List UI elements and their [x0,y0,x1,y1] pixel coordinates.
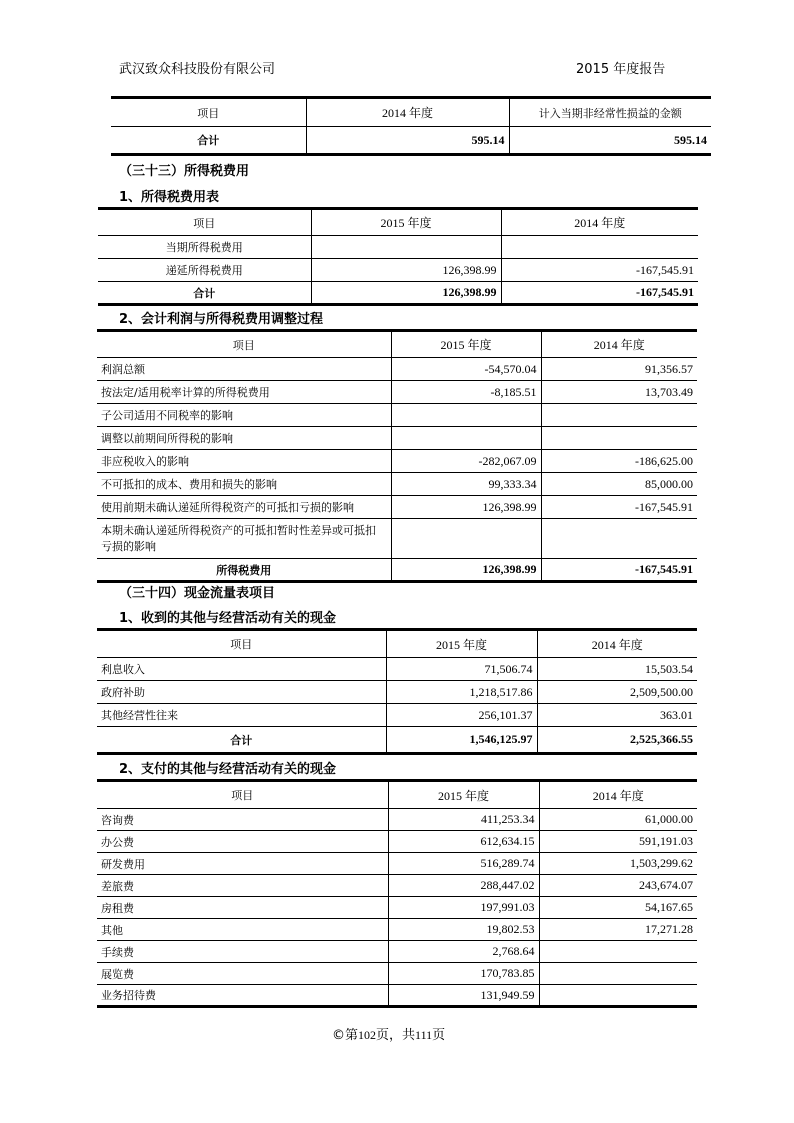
total-value: 595.14 [509,127,711,155]
table-row [98,259,698,282]
section-33-title: （三十三）所得税费用 [119,164,250,179]
value-2014: -186,625.00 [541,450,697,473]
table-header-row [97,781,697,809]
footer-middle: 页，共 [376,1028,416,1043]
footer-suffix: 页 [432,1028,446,1043]
table-row [97,963,697,985]
column-header: 2015 年度 [391,331,541,358]
table-row [97,381,697,404]
row-label: 房租费 [97,897,388,919]
value-2015: 19,802.53 [388,919,539,941]
row-label: 研发费用 [97,853,388,875]
footer-prefix: ©第 [332,1028,359,1043]
value-2015: 256,101.37 [386,704,537,727]
value-2015: 2,768.64 [388,941,539,963]
row-label: 其他经营性往来 [97,704,386,727]
value-2014: 15,503.54 [537,658,697,681]
total-label: 合计 [98,282,311,305]
table-row [97,519,697,559]
section-34-sub2-title: 2、支付的其他与经营活动有关的现金 [119,762,337,777]
value-2014 [541,404,697,427]
table-row [97,875,697,897]
row-label: 当期所得税费用 [98,236,311,259]
value-2014 [541,427,697,450]
total-value-2015: 1,546,125.97 [386,727,537,754]
row-label: 政府补助 [97,681,386,704]
table-row [97,985,697,1007]
value-2015: 170,783.85 [388,963,539,985]
value-2015: 99,333.34 [391,473,541,496]
value-2014: -167,545.91 [501,259,698,282]
table-total-row [97,727,697,754]
table-total-row [111,127,711,155]
value-2015: 131,949.59 [388,985,539,1007]
table-row [97,427,697,450]
table-row [98,236,698,259]
row-label: 非应税收入的影响 [97,450,391,473]
row-label: 利息收入 [97,658,386,681]
value-2014: 1,503,299.62 [539,853,697,875]
current-page-number: 102 [358,1028,377,1042]
column-header: 2014 年度 [541,331,697,358]
row-label: 不可抵扣的成本、费用和损失的影响 [97,473,391,496]
column-header: 项目 [231,789,254,802]
value-2014 [541,519,697,559]
table-row [97,919,697,941]
total-label: 所得税费用 [97,559,391,582]
table-row [97,658,697,681]
table-row [97,831,697,853]
total-value-2014: 2,525,366.55 [537,727,697,754]
row-label: 调整以前期间所得税的影响 [97,427,391,450]
value-2015 [391,519,541,559]
value-2014: 54,167.65 [539,897,697,919]
column-header: 计入当期非经常性损益的金额 [509,98,711,127]
value-2014: 591,191.03 [539,831,697,853]
table-row [97,853,697,875]
table-header-row [97,331,697,358]
value-2015: 126,398.99 [391,496,541,519]
row-label: 其他 [97,919,388,941]
value-2015: 71,506.74 [386,658,537,681]
value-2014: 13,703.49 [541,381,697,404]
value-2014 [539,941,697,963]
income-tax-table [98,207,698,306]
column-header: 2015 年度 [388,781,539,809]
table-row [97,473,697,496]
cash-received-table [97,628,697,755]
table-row [97,704,697,727]
table-header-row [98,209,698,236]
column-header: 2014 年度 [306,98,509,127]
nonrecurring-table [111,96,711,156]
value-2015: 1,218,517.86 [386,681,537,704]
report-title: 2015 年度报告 [576,62,666,77]
section-33-sub2-title: 2、会计利润与所得税费用调整过程 [119,312,324,327]
table-row [97,941,697,963]
value-2015: 516,289.74 [388,853,539,875]
column-header: 2015 年度 [311,209,501,236]
row-label: 使用前期未确认递延所得税资产的可抵扣亏损的影响 [97,496,391,519]
total-label: 合计 [97,727,386,754]
total-value-2014: -167,545.91 [501,282,698,305]
tax-reconciliation-table [97,329,697,583]
row-label: 展览费 [97,963,388,985]
column-header: 项目 [232,338,255,352]
column-header: 项目 [230,638,253,651]
column-header: 2015 年度 [386,630,537,658]
value-2015 [391,404,541,427]
row-label: 利润总额 [97,358,391,381]
column-header: 2014 年度 [537,630,697,658]
section-33-sub1-title: 1、所得税费用表 [119,190,220,205]
column-header: 项目 [197,106,220,120]
value-2015: 411,253.34 [388,809,539,831]
table-header-row [111,98,711,127]
table-header-row [97,630,697,658]
value-2015: 288,447.02 [388,875,539,897]
table-row [97,897,697,919]
column-header: 项目 [193,216,216,230]
row-label: 办公费 [97,831,388,853]
value-2014: 91,356.57 [541,358,697,381]
value-2015 [311,236,501,259]
table-row [97,681,697,704]
row-label: 按法定/适用税率计算的所得税费用 [97,381,391,404]
row-label: 差旅费 [97,875,388,897]
value-2015: 612,634.15 [388,831,539,853]
row-label: 子公司适用不同税率的影响 [97,404,391,427]
value-2014 [539,985,697,1007]
total-value: 595.14 [306,127,509,155]
table-row [97,809,697,831]
value-2015: 197,991.03 [388,897,539,919]
column-header: 2014 年度 [501,209,698,236]
row-label: 本期未确认递延所得税资产的可抵扣暂时性差异或可抵扣亏损的影响 [97,519,391,559]
table-total-row [98,282,698,305]
value-2014: 85,000.00 [541,473,697,496]
value-2014: 17,271.28 [539,919,697,941]
value-2014: -167,545.91 [541,496,697,519]
row-label: 咨询费 [97,809,388,831]
value-2015 [391,427,541,450]
table-row [97,404,697,427]
value-2014 [501,236,698,259]
value-2015: 126,398.99 [311,259,501,282]
value-2015: -282,067.09 [391,450,541,473]
row-label: 递延所得税费用 [98,259,311,282]
total-value-2015: 126,398.99 [391,559,541,582]
value-2014: 61,000.00 [539,809,697,831]
table-total-row [97,559,697,582]
row-label: 手续费 [97,941,388,963]
total-page-count: 111 [415,1028,433,1042]
total-label: 合计 [111,127,306,155]
value-2015: -54,570.04 [391,358,541,381]
section-34-sub1-title: 1、收到的其他与经营活动有关的现金 [119,611,337,626]
total-value-2015: 126,398.99 [311,282,501,305]
section-34-title: （三十四）现金流量表项目 [119,586,276,601]
company-name: 武汉致众科技股份有限公司 [119,62,276,77]
value-2014 [539,963,697,985]
total-value-2014: -167,545.91 [541,559,697,582]
table-row [97,358,697,381]
table-row [97,496,697,519]
value-2014: 363.01 [537,704,697,727]
value-2014: 2,509,500.00 [537,681,697,704]
page-footer [332,1024,445,1043]
cash-paid-table [97,779,697,1008]
table-row [97,450,697,473]
row-label: 业务招待费 [97,985,388,1007]
value-2014: 243,674.07 [539,875,697,897]
value-2015: -8,185.51 [391,381,541,404]
column-header: 2014 年度 [539,781,697,809]
